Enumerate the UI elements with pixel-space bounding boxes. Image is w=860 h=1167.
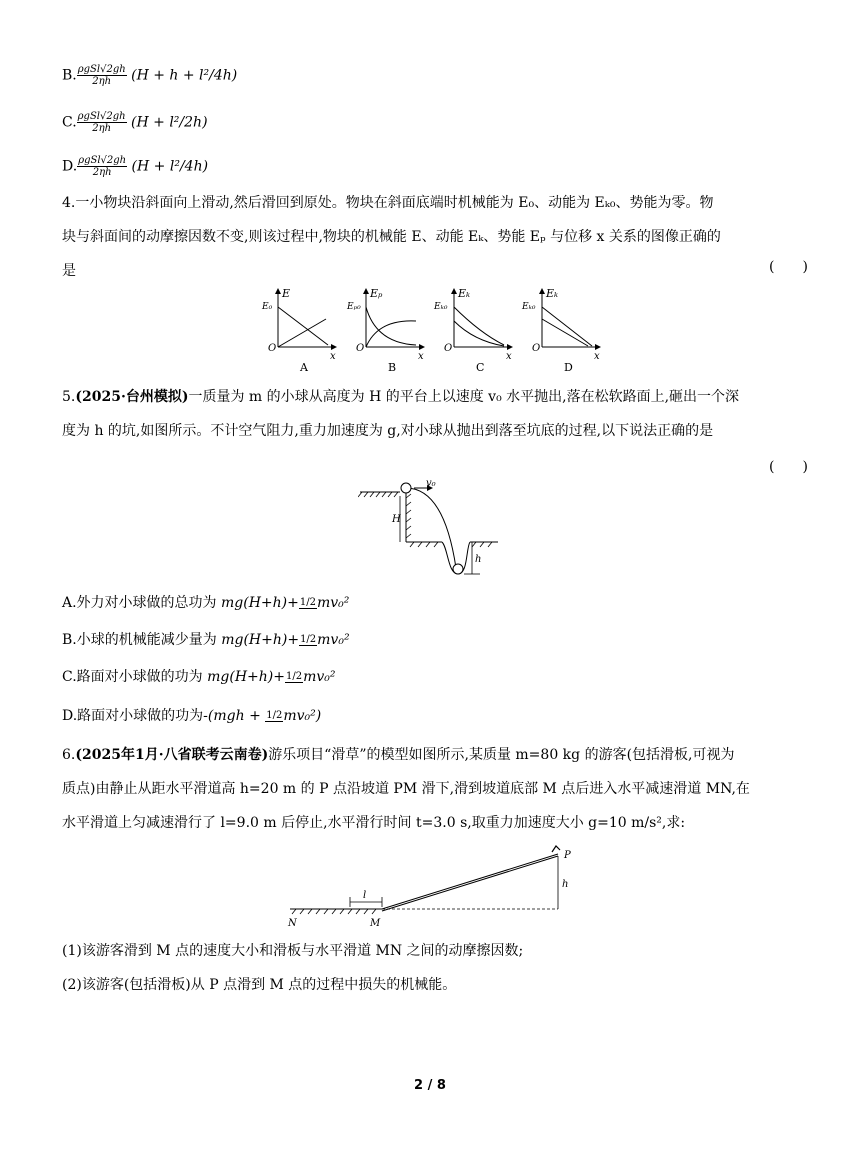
question-4: [62, 186, 802, 288]
N-label: N: [288, 918, 297, 929]
slope-PM: [382, 854, 558, 909]
graph-label: D: [564, 361, 573, 374]
option-label: C.: [62, 114, 77, 131]
prefactor: $\frac{\text{ρgSl√2gh}}{2\eta h}$: [77, 111, 126, 134]
q5-answer-bracket: ( ): [769, 459, 808, 475]
q5-option-d: D.路面对小球做的功为-(mgh + 1/2 mv₀²): [62, 708, 322, 724]
option-expr: (H + l²/4h): [131, 158, 209, 175]
q5-option-c: C.路面对小球做的功为 mg(H+h)+ 1/2 mv₀²: [62, 669, 336, 685]
q5-option-a: A.外力对小球做的总功为 mg(H+h)+ 1/2 mv₀²: [62, 595, 350, 611]
graph-b-curve-falling: [366, 307, 416, 345]
q6-line1: 6.(2025年1月·八省联考云南卷)游乐项目“滑草”的模型如图所示,某质量 m=80 kg 的游客(包括滑板,可视为: [62, 747, 735, 763]
y-axis-label: Eₖ: [458, 287, 471, 300]
trajectory: [406, 488, 456, 568]
q5-option-b: B.小球的机械能减少量为 mg(H+h)+ 1/2 mv₀²: [62, 632, 350, 648]
h-label: h: [562, 879, 569, 890]
q6-source: (2025年1月·八省联考云南卷): [75, 747, 269, 763]
y0-label: E₀: [262, 302, 273, 312]
q5-line1: 5.(2025·台州模拟)一质量为 m 的小球从高度为 H 的平台上以速度 v₀ 水平抛出,落在松软路面上,砸出一个深: [62, 389, 740, 405]
prefactor: $\frac{\text{ρgSl√2gh}}{2\eta h}$: [78, 155, 127, 178]
graph-c: [433, 287, 512, 374]
M-label: M: [370, 918, 381, 929]
origin-label: O: [268, 343, 277, 354]
v0-label: v₀: [426, 478, 436, 489]
page-number: 2 / 8: [414, 1078, 446, 1093]
x-axis-label: x: [594, 351, 600, 362]
q4-line3: 是: [62, 263, 76, 279]
y-axis-label: Eₚ: [370, 287, 383, 300]
q5-source: (2025·台州模拟): [75, 389, 189, 405]
graph-c-curve-lower: [454, 321, 504, 346]
graph-d-line-lower: [542, 319, 588, 346]
x-axis-label: x: [418, 351, 424, 362]
q6-figure: [286, 842, 586, 932]
y0-label: Eₚ₀: [347, 302, 361, 312]
prefactor: $\frac{\text{ρgSl√2gh}}{2\eta h}$: [77, 64, 126, 87]
graph-d-line-upper: [542, 307, 592, 346]
graph-a-line-falling: [278, 307, 328, 345]
H-label: H: [392, 514, 401, 525]
q3-option-b: [62, 64, 237, 87]
x-axis-label: x: [506, 351, 512, 362]
P-label: P: [564, 850, 571, 861]
ball-start: [401, 483, 411, 493]
q6-line2: 质点)由静止从距水平滑道高 h=20 m 的 P 点沿坡道 PM 滑下,滑到坡道底部 M 点后进入水平减速滑道 MN,在: [62, 781, 750, 797]
option-label: B.: [62, 67, 77, 84]
q3-option-c: [62, 111, 208, 134]
option-label: D.: [62, 158, 78, 175]
graph-label: A: [300, 361, 308, 374]
q6-subquestions: [62, 934, 802, 1002]
q4-graphs: [258, 285, 603, 375]
l-label: l: [363, 890, 367, 901]
y-axis-label: Eₖ: [546, 287, 559, 300]
q5-line2: 度为 h 的坑,如图所示。不计空气阻力,重力加速度为 g,对小球从抛出到落至坑底的过程,以下说法正确的是: [62, 423, 714, 439]
x-axis-label: x: [330, 351, 336, 362]
graph-label: C: [476, 361, 485, 374]
y0-label: Eₖ₀: [522, 302, 536, 312]
origin-label: O: [444, 343, 453, 354]
q5-figure: [358, 478, 506, 580]
q4-answer-bracket: ( ): [769, 259, 808, 275]
q6-sub1: (1)该游客滑到 M 点的速度大小和滑板与水平滑道 MN 之间的动摩擦因数;: [62, 943, 524, 959]
graph-label: B: [388, 361, 397, 374]
option-expr: (H + h + l²/4h): [131, 67, 238, 84]
question-6: [62, 738, 802, 840]
y0-label: Eₖ₀: [434, 302, 448, 312]
graph-d: [521, 287, 600, 374]
origin-label: O: [532, 343, 541, 354]
q3-option-d: [62, 155, 208, 178]
skier: [552, 846, 560, 852]
q6-line3: 水平滑道上匀减速滑行了 l=9.0 m 后停止,水平滑行时间 t=3.0 s,取重力加速度大小 g=10 m/s²,求:: [62, 815, 686, 831]
graph-a-line-rising: [278, 319, 326, 347]
y-axis-label: E: [282, 287, 291, 300]
graph-a: [261, 287, 336, 374]
q4-line1: 4.一小物块沿斜面向上滑动,然后滑回到原处。物块在斜面底端时机械能为 E₀、动能为 Eₖ₀、势能为零。物: [62, 195, 714, 211]
ball-end: [453, 564, 463, 574]
graph-c-curve-upper: [454, 307, 504, 345]
graph-b-curve-rising: [366, 321, 416, 347]
option-expr: (H + l²/2h): [131, 114, 208, 131]
question-5: [62, 380, 802, 448]
q4-line2: 块与斜面间的动摩擦因数不变,则该过程中,物块的机械能 E、动能 Eₖ、势能 Eₚ 与位移 x 关系的图像正确的: [62, 229, 721, 245]
graph-b: [346, 287, 424, 374]
h-label: h: [475, 554, 482, 565]
origin-label: O: [356, 343, 365, 354]
q6-sub2: (2)该游客(包括滑板)从 P 点滑到 M 点的过程中损失的机械能。: [62, 977, 457, 993]
